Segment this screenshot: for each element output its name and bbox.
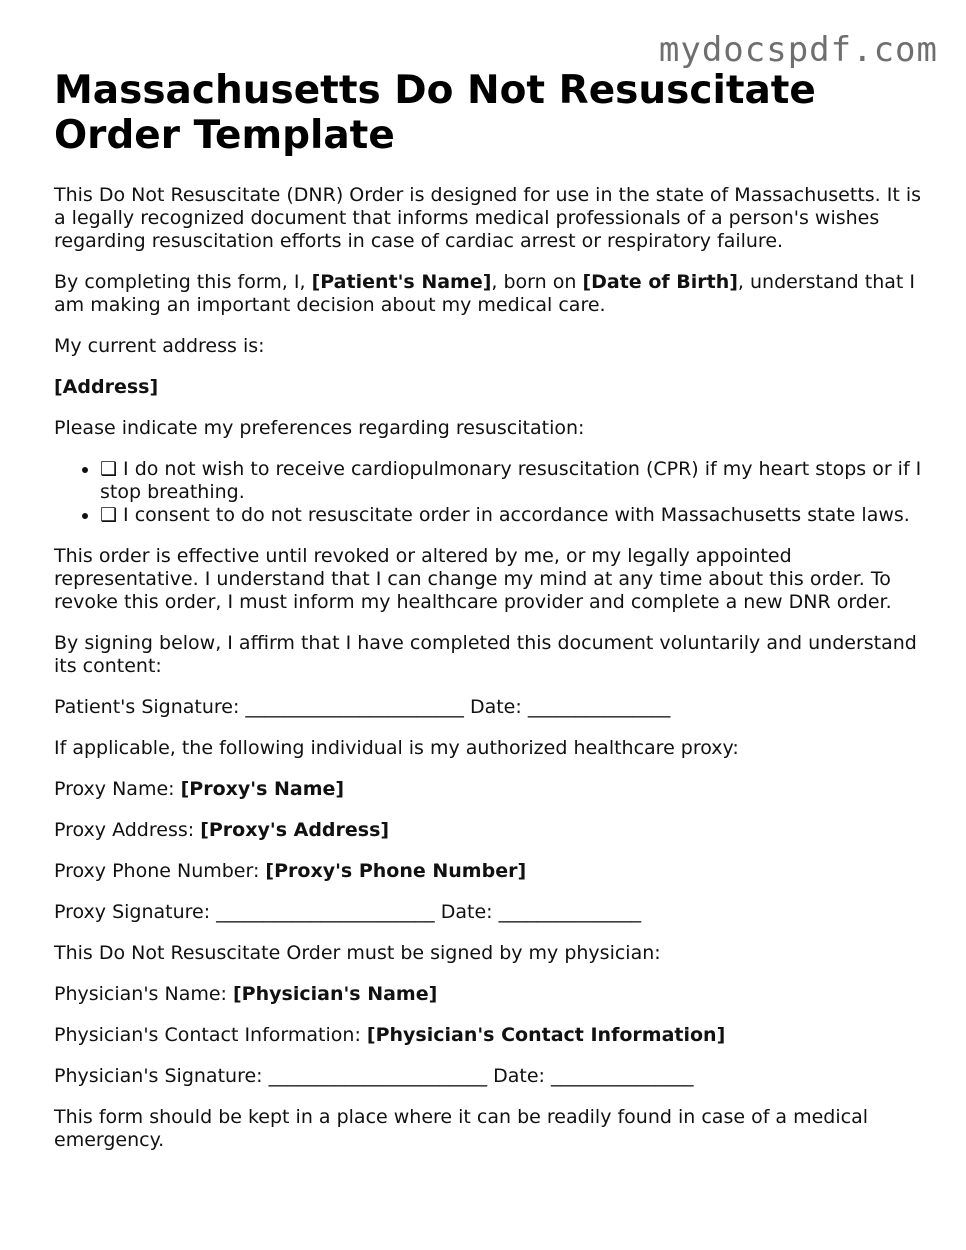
document-page bbox=[54, 68, 924, 1170]
address-placeholder-line bbox=[54, 376, 924, 399]
physician-signature-line: Physician's Signature: _______________________ Date: _______________ bbox=[54, 1065, 694, 1087]
completing-suffix: , understand that I am making an important decision about my medical care. bbox=[54, 271, 915, 316]
proxy-name-line bbox=[54, 778, 924, 801]
proxy-phone-placeholder: [Proxy's Phone Number] bbox=[265, 860, 527, 882]
physician-name-label: Physician's Name: bbox=[54, 983, 233, 1005]
affirm-paragraph: By signing below, I affirm that I have completed this document voluntarily and understand its content: bbox=[54, 632, 917, 677]
proxy-address-line bbox=[54, 819, 924, 842]
preference-text: I consent to do not resuscitate order in accordance with Massachusetts state laws. bbox=[123, 504, 910, 526]
address-placeholder: [Address] bbox=[54, 376, 159, 398]
physician-contact-line bbox=[54, 1024, 924, 1047]
physician-contact-placeholder: [Physician's Contact Information] bbox=[366, 1024, 726, 1046]
watermark: mydocspdf.com bbox=[658, 30, 938, 70]
preferences-intro: Please indicate my preferences regarding resuscitation: bbox=[54, 417, 585, 439]
proxy-address-placeholder: [Proxy's Address] bbox=[200, 819, 390, 841]
proxy-address-label: Proxy Address: bbox=[54, 819, 201, 841]
completing-prefix: By completing this form, I, bbox=[54, 271, 312, 293]
preference-item bbox=[100, 504, 924, 527]
completing-middle: , born on bbox=[491, 271, 583, 293]
completing-paragraph bbox=[54, 271, 924, 317]
proxy-name-label: Proxy Name: bbox=[54, 778, 181, 800]
physician-intro: This Do Not Resuscitate Order must be signed by my physician: bbox=[54, 942, 661, 964]
preference-text: I do not wish to receive cardiopulmonary resuscitation (CPR) if my heart stops or if I stop breathing. bbox=[100, 458, 922, 503]
proxy-phone-line bbox=[54, 860, 924, 883]
physician-name-line bbox=[54, 983, 924, 1006]
preferences-list bbox=[54, 458, 924, 527]
checkbox-icon[interactable]: ❑ bbox=[100, 458, 118, 480]
checkbox-icon[interactable]: ❑ bbox=[100, 504, 118, 526]
address-intro: My current address is: bbox=[54, 335, 265, 357]
physician-contact-label: Physician's Contact Information: bbox=[54, 1024, 367, 1046]
proxy-name-placeholder: [Proxy's Name] bbox=[180, 778, 345, 800]
effective-paragraph: This order is effective until revoked or altered by me, or my legally appointed representative. I understand that I can change my mind at any time about this order. To revoke this order, I must inform my healthcare provider and complete a new DNR order. bbox=[54, 545, 892, 613]
proxy-phone-label: Proxy Phone Number: bbox=[54, 860, 266, 882]
patient-name-placeholder: [Patient's Name] bbox=[311, 271, 492, 293]
closing-paragraph: This form should be kept in a place where it can be readily found in case of a medical emergency. bbox=[54, 1106, 869, 1151]
preference-item bbox=[100, 458, 924, 504]
proxy-signature-line: Proxy Signature: _______________________ Date: _______________ bbox=[54, 901, 642, 923]
dob-placeholder: [Date of Birth] bbox=[582, 271, 738, 293]
physician-name-placeholder: [Physician's Name] bbox=[233, 983, 438, 1005]
patient-signature-line: Patient's Signature: _______________________ Date: _______________ bbox=[54, 696, 671, 718]
proxy-intro: If applicable, the following individual is my authorized healthcare proxy: bbox=[54, 737, 739, 759]
document-title: Massachusetts Do Not Resuscitate Order Template bbox=[54, 68, 816, 158]
intro-paragraph: This Do Not Resuscitate (DNR) Order is designed for use in the state of Massachusetts. It is a legally recognized document that informs medical professionals of a person's wishes regarding resuscitation efforts in case of cardiac arrest or respiratory failure. bbox=[54, 184, 922, 252]
